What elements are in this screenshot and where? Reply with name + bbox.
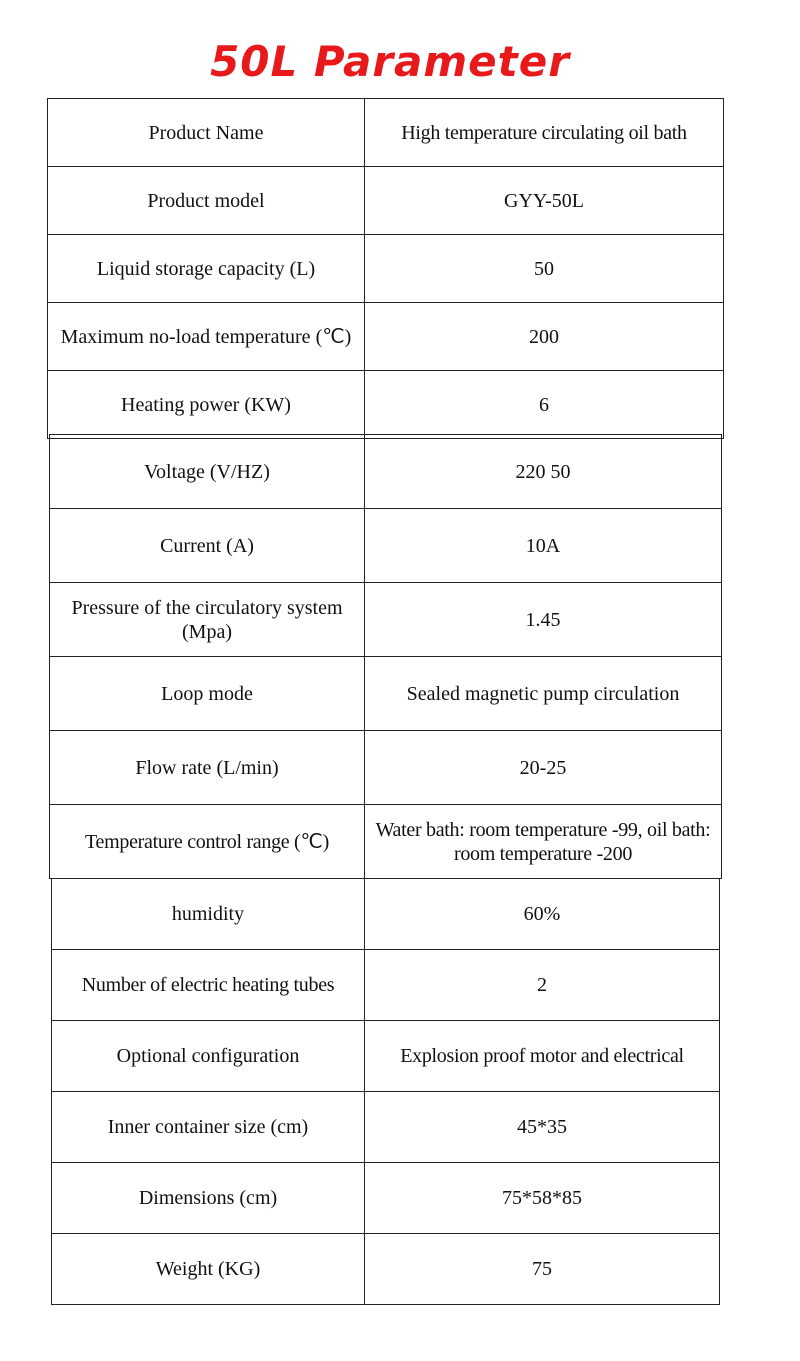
row-label: Inner container size (cm) xyxy=(52,1092,365,1163)
row-value: 10A xyxy=(365,509,722,583)
table-row xyxy=(52,950,720,1021)
row-label: Temperature control range (℃) xyxy=(50,805,365,879)
row-value: 50 xyxy=(365,235,724,303)
row-label: Loop mode xyxy=(50,657,365,731)
table-row xyxy=(50,583,722,657)
row-label: Heating power (KW) xyxy=(48,371,365,439)
row-label: Voltage (V/HZ) xyxy=(50,435,365,509)
table-row xyxy=(48,235,724,303)
row-value: 75 xyxy=(365,1234,720,1305)
row-value: High temperature circulating oil bath xyxy=(365,99,724,167)
table-row xyxy=(52,879,720,950)
row-label: Maximum no-load temperature (℃) xyxy=(48,303,365,371)
parameter-table-part-1 xyxy=(47,98,724,439)
parameter-table-part-3 xyxy=(51,878,720,1305)
table-row xyxy=(48,167,724,235)
row-label: Optional configuration xyxy=(52,1021,365,1092)
row-label: Dimensions (cm) xyxy=(52,1163,365,1234)
row-label: Current (A) xyxy=(50,509,365,583)
row-value: 2 xyxy=(365,950,720,1021)
page-title: 50L Parameter xyxy=(210,37,570,86)
row-value: 20-25 xyxy=(365,731,722,805)
row-value: GYY-50L xyxy=(365,167,724,235)
row-value: Water bath: room temperature -99, oil bath: room temperature -200 xyxy=(365,805,722,879)
row-value: 75*58*85 xyxy=(365,1163,720,1234)
table-row xyxy=(50,657,722,731)
row-value: 6 xyxy=(365,371,724,439)
table-row xyxy=(52,1234,720,1305)
table-row xyxy=(50,509,722,583)
table-row xyxy=(48,371,724,439)
table-row xyxy=(50,805,722,879)
row-label: Liquid storage capacity (L) xyxy=(48,235,365,303)
row-value: 60% xyxy=(365,879,720,950)
row-value: 1.45 xyxy=(365,583,722,657)
row-label: Product Name xyxy=(48,99,365,167)
row-value: Sealed magnetic pump circulation xyxy=(365,657,722,731)
row-label: Weight (KG) xyxy=(52,1234,365,1305)
table-row xyxy=(48,303,724,371)
parameter-table-part-2 xyxy=(49,434,722,879)
table-row xyxy=(50,435,722,509)
row-value: Explosion proof motor and electrical xyxy=(365,1021,720,1092)
row-value: 200 xyxy=(365,303,724,371)
row-label: Flow rate (L/min) xyxy=(50,731,365,805)
table-row xyxy=(50,731,722,805)
row-label: Pressure of the circulatory system (Mpa) xyxy=(50,583,365,657)
row-value: 45*35 xyxy=(365,1092,720,1163)
row-label: Product model xyxy=(48,167,365,235)
table-row xyxy=(48,99,724,167)
table-row xyxy=(52,1021,720,1092)
row-value: 220 50 xyxy=(365,435,722,509)
table-row xyxy=(52,1163,720,1234)
row-label: humidity xyxy=(52,879,365,950)
row-label: Number of electric heating tubes xyxy=(52,950,365,1021)
table-row xyxy=(52,1092,720,1163)
